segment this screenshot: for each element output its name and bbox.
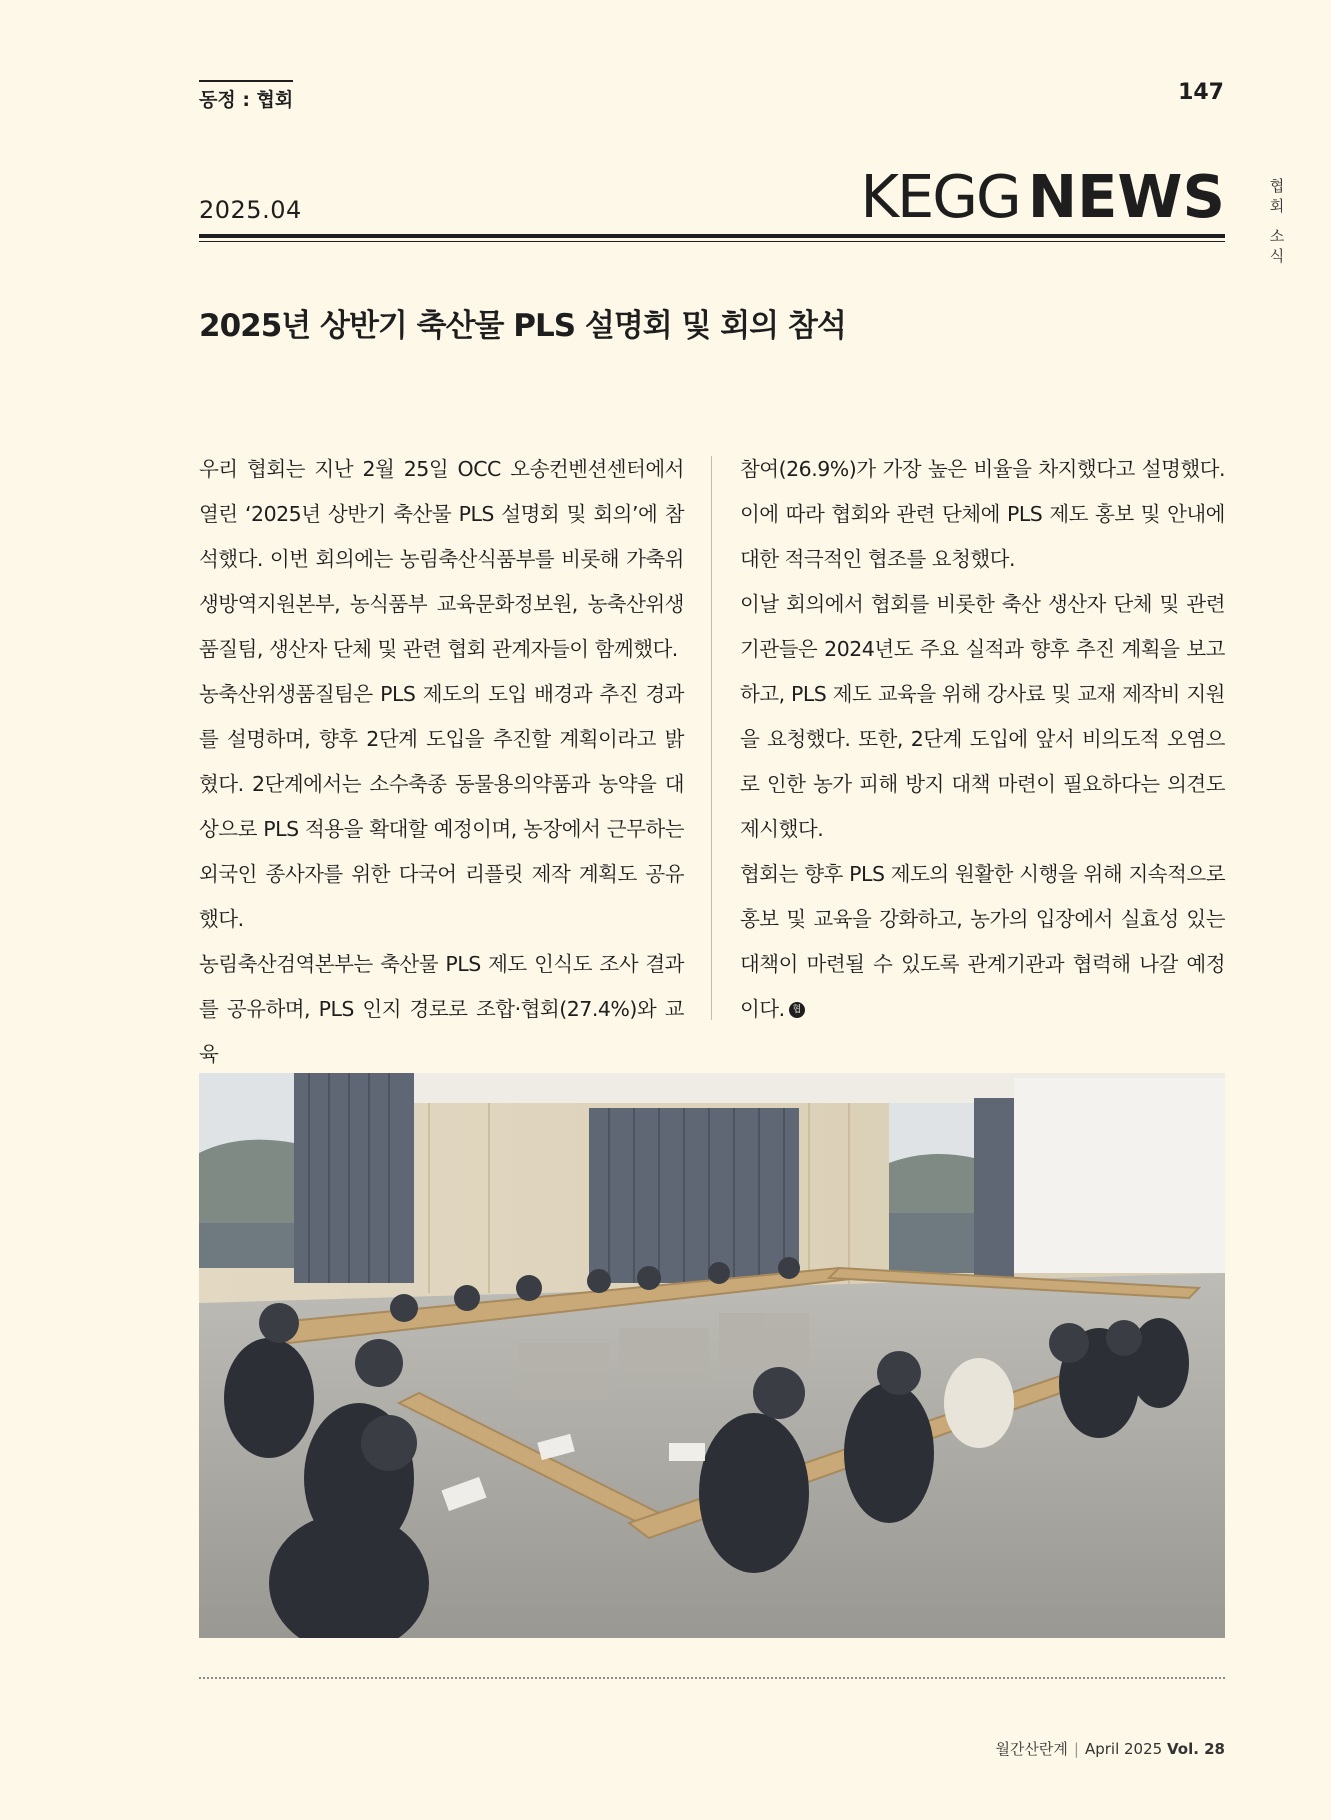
issue-date: 2025.04 [199,196,302,224]
section-label: 동정 : 협회 [199,80,293,112]
paragraph: 참여(26.9%)가 가장 높은 비율을 차지했다고 설명했다. 이에 따라 협회와 관련 단체에 PLS 제도 홍보 및 안내에 대한 적극적인 협조를 요청했다. [740,457,1225,571]
brand-light: KEGG [860,162,1020,231]
paragraph [740,852,1225,1032]
header-rule-thin [199,241,1225,242]
issue-month: April 2025 [1084,1740,1163,1758]
article-column-right [740,447,1225,1032]
article-title: 2025년 상반기 축산물 PLS 설명회 및 회의 참석 [199,308,846,344]
footer: 월간산란계 | April 2025 Vol. 28 [995,1740,1225,1758]
paragraph: 우리 협회는 지난 2월 25일 OCC 오송컨벤션센터에서 열린 ‘2025년 상반기 축산물 PLS 설명회 및 회의’에 참석했다. 이번 회의에는 농림축산식품부를 비롯해 가축위생방역지원본부, 농식품부 교육문화정보원, 농축산위생품질팀, 생산자 단체 및 관련 협회 관계자들이 함께했다. [199,457,684,661]
side-label-char: 협 [1269,177,1285,195]
end-mark-icon: 협 [789,1002,805,1018]
magazine-name: 월간산란계 [995,1740,1068,1758]
meeting-photo [199,1073,1225,1638]
side-label-char: 식 [1269,247,1285,265]
page-number: 147 [1178,80,1224,105]
side-label-char: 소 [1269,227,1285,245]
paragraph: 농림축산검역본부는 축산물 PLS 제도 인식도 조사 결과를 공유하며, PLS 인지 경로로 조합·협회(27.4%)와 교육 [199,952,684,1066]
footer-divider [199,1677,1225,1679]
column-divider [711,456,712,1020]
article-column-left [199,447,684,1077]
paragraph: 농축산위생품질팀은 PLS 제도의 도입 배경과 추진 경과를 설명하며, 향후 2단계 도입을 추진할 계획이라고 밝혔다. 2단계에서는 소수축종 동물용의약품과 농약을 대상으로 PLS 적용을 확대할 예정이며, 농장에서 근무하는 외국인 종사자를 위한 다국어 리플릿 제작 계획도 공유했다. [199,682,684,931]
brand-bold: NEWS [1027,162,1225,231]
side-category-label [1266,176,1288,266]
paragraph-text: 협회는 향후 PLS 제도의 원활한 시행을 위해 지속적으로 홍보 및 교육을 강화하고, 농가의 입장에서 실효성 있는 대책이 마련될 수 있도록 관계기관과 협력해 나갈 예정이다. [740,862,1225,1021]
brand-logo [860,162,1225,231]
header-rule [199,234,1225,238]
side-label-char: 회 [1269,197,1285,215]
paragraph: 이날 회의에서 협회를 비롯한 축산 생산자 단체 및 관련 기관들은 2024년도 주요 실적과 향후 추진 계획을 보고하고, PLS 제도 교육을 위해 강사료 및 교재 제작비 지원을 요청했다. 또한, 2단계 도입에 앞서 비의도적 오염으로 인한 농가 피해 방지 대책 마련이 필요하다는 의견도 제시했다. [740,592,1225,841]
volume: Vol. 28 [1166,1740,1225,1758]
